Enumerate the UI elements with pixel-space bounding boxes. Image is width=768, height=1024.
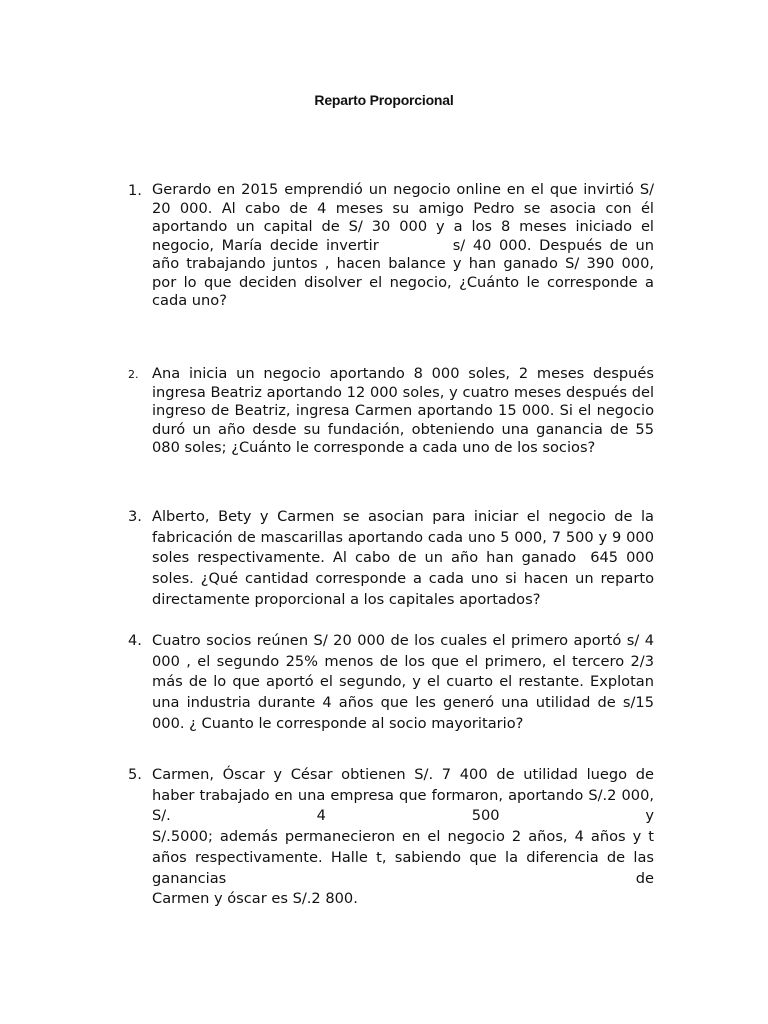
problem-5 (128, 765, 654, 910)
problem-text-part-b: S/.5000; además permanecieron en el negocio 2 años, 4 años y t años respectivamente. Halle t, sabiendo que la diferencia de las ganancias de (152, 828, 654, 887)
problem-2 (128, 365, 654, 458)
problem-text: Ana inicia un negocio aportando 8 000 soles, 2 meses después ingresa Beatriz aportando 12 000 soles, y cuatro meses después del ingreso de Beatriz, ingresa Carmen aportando 15 000. Si el negocio duró un año desde su fundación, obteniendo una ganancia de 55 080 soles; ¿Cuánto le corresponde a cada uno de los socios? (152, 365, 654, 456)
problem-text (152, 181, 654, 311)
problem-number: 2. (128, 368, 139, 381)
problem-1 (128, 181, 654, 311)
problem-3 (128, 507, 654, 611)
problem-text-part-c: Carmen y óscar es S/.2 800. (152, 890, 358, 908)
problem-text: Cuatro socios reúnen S/ 20 000 de los cuales el primero aportó s/ 4 000 , el segundo 25% menos de los que el primero, el tercero 2/3 más de lo que aportó el segundo, y el cuarto el restante. Explotan una industria durante 4 años que les generó una utilidad de s/15 000. ¿ Cuanto le corresponde al socio mayoritario? (152, 632, 654, 732)
problem-text (152, 765, 654, 910)
problem-text-part-a: Alberto, Bety y Carmen se asocian para iniciar el negocio de la fabricación de mascarillas aportando cada uno 5 000, 7 500 y 9 000 soles respectivamente. Al cabo de un año han ganado (152, 508, 654, 567)
problem-text-part-b: s/ 40 000. Después de un año trabajando juntos , hacen balance y han ganado S/ 390 000, por lo que deciden disolver el negocio, ¿Cuánto le corresponde a cada uno? (152, 236, 655, 309)
problem-4 (128, 631, 654, 735)
problem-number: 5. (128, 766, 142, 783)
problem-number: 3. (128, 508, 142, 525)
problem-number: 4. (128, 632, 142, 649)
problem-number: 1. (128, 182, 142, 199)
problem-text-part-b: 645 000 soles. ¿Qué cantidad corresponde a cada uno si hacen un reparto directamente proporcional a los capitales aportados? (152, 549, 654, 608)
page-title: Reparto Proporcional (314, 92, 454, 108)
problem-text (152, 507, 654, 611)
problem-text-part-a: Carmen, Óscar y César obtienen S/. 7 400 de utilidad luego de haber trabajado en una empresa que formaron, aportando S/.2 000, S/. 4 500 y (152, 766, 654, 825)
problem-text-part-a: Gerardo en 2015 emprendió un negocio online en el que invirtió S/ 20 000. Al cabo de 4 meses su amigo Pedro se asocia con él aportando un capital de S/ 30 000 y a los 8 meses iniciado el negocio, María decide invertir (152, 181, 654, 254)
